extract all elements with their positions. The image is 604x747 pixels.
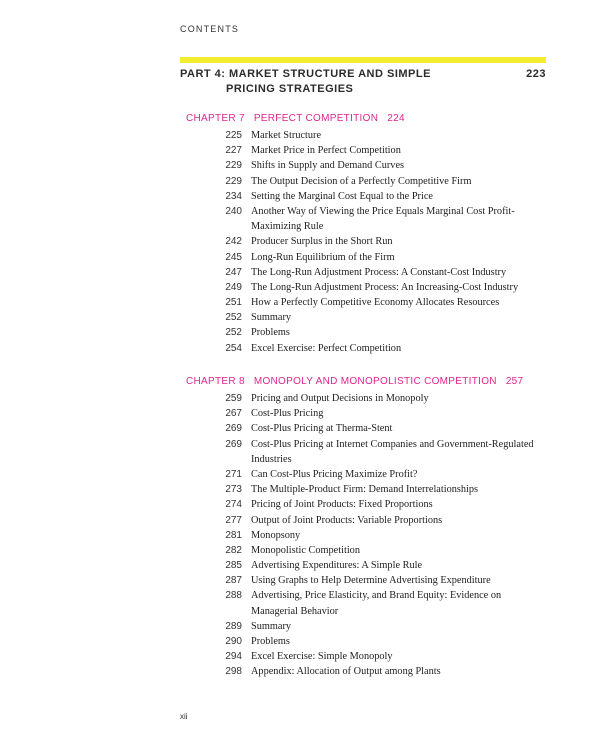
toc-entry-title: Output of Joint Products: Variable Proportions: [251, 514, 443, 526]
toc-entry[interactable]: [0, 158, 604, 173]
toc-entry-page: 249: [225, 281, 242, 293]
toc-entry[interactable]: [0, 528, 604, 543]
part-title-line1: PART 4: MARKET STRUCTURE AND SIMPLE: [180, 68, 431, 80]
toc-entry[interactable]: [0, 250, 604, 265]
toc-entry[interactable]: [0, 649, 604, 664]
toc-entry[interactable]: [0, 664, 604, 679]
toc-entry-page: 285: [225, 560, 242, 572]
toc-entry-title: Can Cost-Plus Pricing Maximize Profit?: [251, 468, 418, 480]
toc-entry[interactable]: [0, 437, 604, 467]
toc-entry-page: 290: [225, 636, 242, 648]
toc-entry-title: Problems: [251, 327, 290, 339]
toc-entry-page: 251: [225, 297, 242, 309]
toc-entry-title: Market Price in Perfect Competition: [251, 145, 401, 157]
toc-entry[interactable]: [0, 619, 604, 634]
toc-entry-title: Advertising, Price Elasticity, and Brand Equity: Evidence on Managerial Behavior: [251, 590, 502, 617]
toc-entry-page: 294: [225, 651, 242, 663]
toc-entry[interactable]: [0, 543, 604, 558]
toc-entry[interactable]: [0, 189, 604, 204]
toc-entry-title: Setting the Marginal Cost Equal to the Price: [251, 190, 433, 202]
toc-entry[interactable]: [0, 174, 604, 189]
toc-entry-page: 287: [225, 575, 242, 587]
toc-entry[interactable]: [0, 204, 604, 234]
toc-entry-title: Long-Run Equilibrium of the Firm: [251, 251, 395, 263]
toc-entry-title: Summary: [251, 312, 292, 324]
part-heading: [180, 67, 546, 97]
toc-entry-page: 229: [225, 175, 242, 187]
chapter-page-number: 224: [387, 113, 405, 124]
toc-entry-title: Another Way of Viewing the Price Equals Marginal Cost Profit-Maximizing Rule: [251, 205, 515, 233]
toc-entry-title: Appendix: Allocation of Output among Plants: [251, 666, 441, 678]
toc-entry[interactable]: [0, 588, 604, 618]
toc-entry[interactable]: [0, 482, 604, 497]
toc-entry-title: Shifts in Supply and Demand Curves: [251, 160, 405, 172]
chapter-title: MONOPOLY AND MONOPOLISTIC COMPETITION: [253, 376, 497, 387]
toc-entry-page: 277: [225, 514, 242, 526]
toc-entry[interactable]: [0, 406, 604, 421]
toc-entry-title: Excel Exercise: Perfect Competition: [251, 342, 402, 354]
toc-entry-page: 269: [225, 423, 242, 435]
toc-entry[interactable]: [0, 341, 604, 356]
toc-entry-page: 298: [225, 666, 242, 678]
running-head: CONTENTS: [180, 24, 240, 34]
chapter-entries: [0, 128, 604, 356]
toc-entry-title: The Multiple-Product Firm: Demand Interrelationships: [251, 484, 479, 496]
toc-entry-title: Advertising Expenditures: A Simple Rule: [251, 560, 423, 572]
toc-entry[interactable]: [0, 497, 604, 512]
toc-entry[interactable]: [0, 234, 604, 249]
toc-entry-page: 245: [225, 251, 242, 263]
toc-entry-title: Problems: [251, 636, 290, 648]
toc-entry-title: Summary: [251, 620, 292, 632]
toc-entry[interactable]: [0, 325, 604, 340]
toc-entry-title: Monopsony: [251, 529, 301, 541]
toc-entry-title: Cost-Plus Pricing at Internet Companies and Government-Regulated Industries: [251, 438, 534, 465]
toc-entry[interactable]: [0, 467, 604, 482]
toc-entry[interactable]: [0, 513, 604, 528]
toc-entry-page: 271: [225, 468, 242, 480]
chapter-heading[interactable]: [186, 113, 405, 124]
toc-entry-title: The Output Decision of a Perfectly Competitive Firm: [251, 175, 472, 187]
toc-entry[interactable]: [0, 634, 604, 649]
toc-entry[interactable]: [0, 128, 604, 143]
toc-entry-page: 281: [225, 529, 242, 541]
toc-entry-title: The Long-Run Adjustment Process: An Increasing-Cost Industry: [251, 281, 519, 293]
toc-entry-page: 259: [225, 393, 242, 404]
part-divider-rule: [180, 57, 546, 63]
toc-entry-title: Excel Exercise: Simple Monopoly: [251, 651, 393, 663]
toc-entry-page: 227: [225, 145, 242, 157]
chapter-title: PERFECT COMPETITION: [253, 113, 379, 124]
toc-entry-page: 274: [225, 499, 242, 511]
toc-entry-page: 240: [225, 205, 242, 217]
toc-entry-page: 288: [225, 590, 242, 602]
toc-entry-page: 289: [225, 620, 242, 632]
toc-entry-page: 247: [225, 266, 242, 278]
chapter-label: CHAPTER 8: [186, 376, 245, 387]
toc-entry-page: 254: [225, 342, 242, 354]
toc-entry-page: 234: [225, 190, 242, 202]
toc-entry[interactable]: [0, 280, 604, 295]
toc-entry-page: 242: [225, 236, 242, 248]
part-page-number: 223: [526, 68, 546, 80]
toc-entry-title: Pricing and Output Decisions in Monopoly: [251, 393, 429, 404]
toc-entry[interactable]: [0, 310, 604, 325]
toc-entry-page: 267: [225, 408, 242, 420]
toc-entry-title: The Long-Run Adjustment Process: A Constant-Cost Industry: [251, 266, 507, 278]
toc-entry-page: 269: [225, 438, 242, 450]
part-title-line2: PRICING STRATEGIES: [226, 83, 354, 95]
toc-entry-title: Cost-Plus Pricing: [251, 408, 324, 420]
chapter-label: CHAPTER 7: [186, 113, 245, 124]
chapter-entries: [0, 391, 604, 680]
page-folio: xii: [180, 712, 188, 721]
toc-entry[interactable]: [0, 573, 604, 588]
toc-entry-page: 273: [225, 484, 242, 496]
toc-entry-page: 225: [225, 130, 242, 141]
toc-entry-title: Pricing of Joint Products: Fixed Proportions: [251, 499, 433, 511]
toc-entry-page: 252: [225, 312, 242, 324]
chapter-page-number: 257: [505, 376, 524, 387]
toc-entry-title: Monopolistic Competition: [251, 544, 360, 556]
toc-entry-title: Market Structure: [251, 130, 322, 141]
toc-entry-page: 282: [225, 544, 242, 556]
toc-entry[interactable]: [0, 143, 604, 158]
toc-entry-title: Cost-Plus Pricing at Therma-Stent: [251, 423, 393, 435]
toc-entry-title: Using Graphs to Help Determine Advertising Expenditure: [251, 575, 491, 587]
toc-entry-title: Producer Surplus in the Short Run: [251, 236, 393, 248]
chapter-heading[interactable]: [186, 376, 523, 387]
toc-entry-page: 252: [225, 327, 242, 339]
toc-entry-page: 229: [225, 160, 242, 172]
toc-entry-title: How a Perfectly Competitive Economy Allocates Resources: [251, 297, 500, 309]
toc-entry[interactable]: [0, 558, 604, 573]
toc-entry[interactable]: [0, 421, 604, 436]
toc-entry[interactable]: [0, 265, 604, 280]
toc-entry[interactable]: [0, 391, 604, 406]
toc-entry[interactable]: [0, 295, 604, 310]
